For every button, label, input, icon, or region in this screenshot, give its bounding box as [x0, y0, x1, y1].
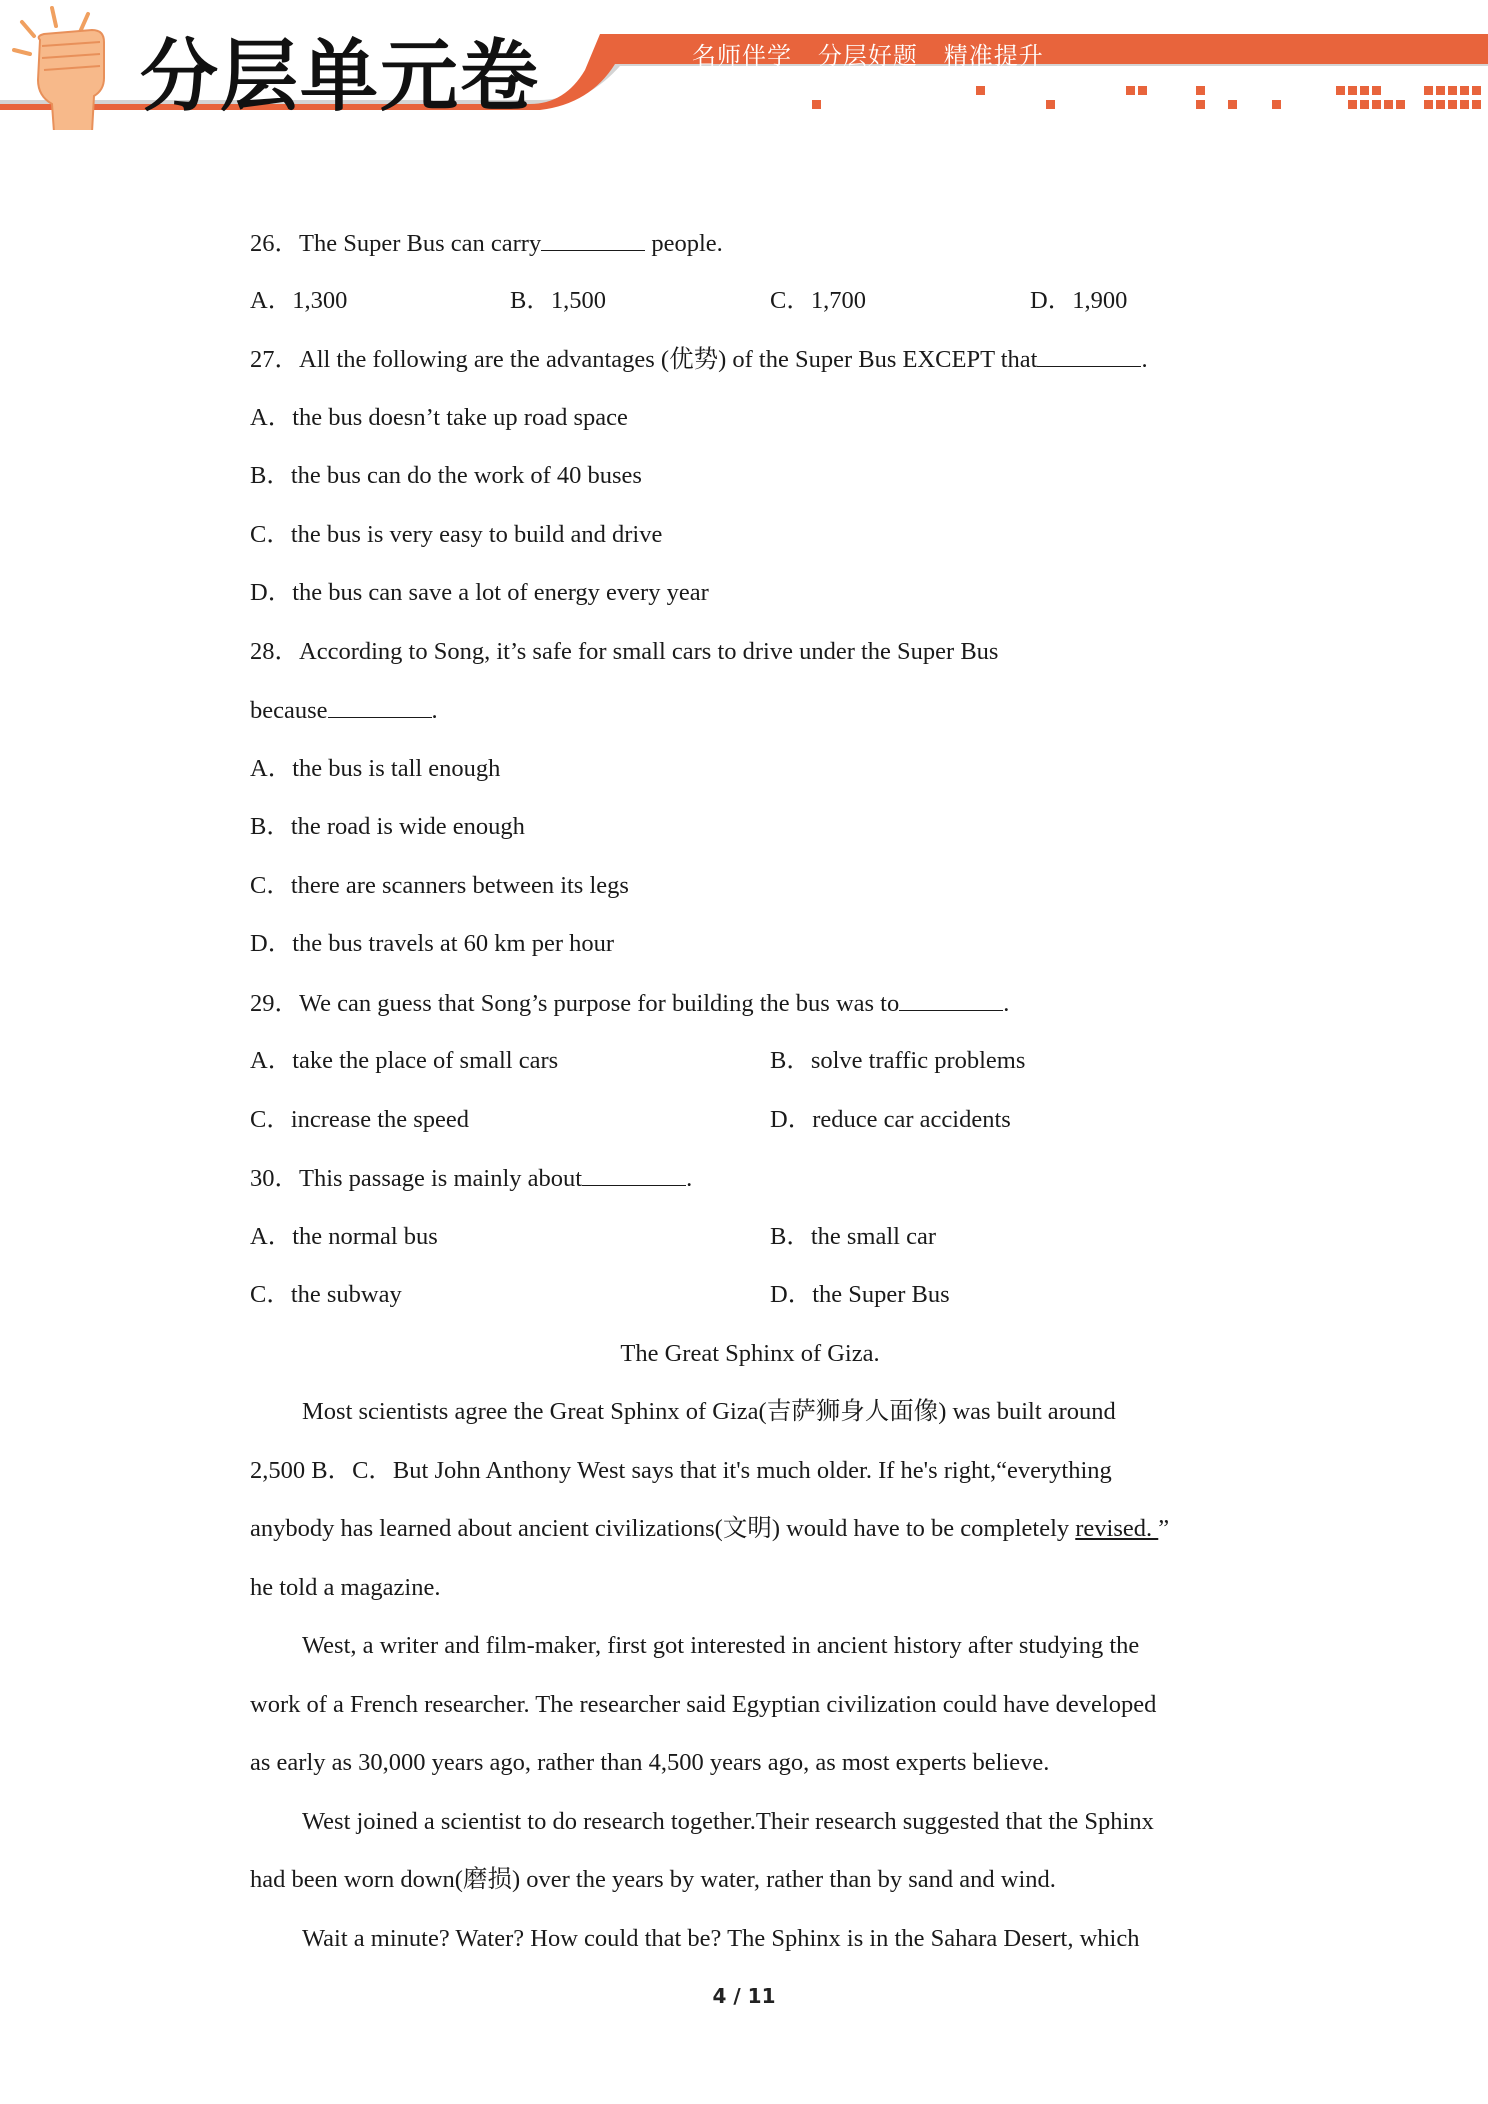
answer-blank	[1037, 344, 1141, 367]
q28-option-a: A．the bus is tall enough	[250, 755, 501, 782]
q29-option-a: A．take the place of small cars	[250, 1047, 559, 1074]
page-number: 4 / 11	[712, 1984, 776, 2008]
passage-line: he told a magazine.	[250, 1574, 441, 1601]
q26-option-d: D．1,900	[1030, 287, 1128, 314]
question-text-tail: .	[686, 1165, 693, 1192]
q29-option-d: D．reduce car accidents	[770, 1106, 1011, 1133]
question-text: This passage is mainly about	[299, 1165, 583, 1192]
header-title: 分层单元卷	[140, 32, 541, 122]
question-text-tail: people.	[645, 230, 723, 257]
passage-text: anybody has learned about ancient civilizations(文明) would have to be completely	[250, 1515, 1076, 1542]
question-text: We can guess that Song’s purpose for building the bus was to	[299, 990, 900, 1017]
passage-line: work of a French researcher. The researcher said Egyptian civilization could have developed	[250, 1691, 1157, 1718]
question-number: 28．	[250, 638, 299, 665]
passage-title: The Great Sphinx of Giza.	[620, 1340, 880, 1367]
q27-option-a: A．the bus doesn’t take up road space	[250, 404, 628, 431]
q27-option-c: C．the bus is very easy to build and drive	[250, 521, 663, 548]
q30-option-c: C．the subway	[250, 1281, 402, 1308]
q28-option-b: B．the road is wide enough	[250, 813, 525, 840]
closing-quote: ”	[1158, 1515, 1170, 1542]
question-text: because	[250, 697, 328, 724]
q29-option-c: C．increase the speed	[250, 1106, 470, 1133]
answer-blank	[541, 228, 645, 251]
q30-option-a: A．the normal bus	[250, 1223, 438, 1250]
passage-line: West joined a scientist to do research together.Their research suggested that the Sphinx	[302, 1808, 1154, 1835]
q26-option-c: C．1,700	[770, 287, 866, 314]
answer-blank	[582, 1163, 686, 1186]
question-number: 30．	[250, 1165, 299, 1192]
passage-line: as early as 30,000 years ago, rather than 4,500 years ago, as most experts believe.	[250, 1749, 1050, 1776]
question-text-tail: .	[1141, 346, 1148, 373]
passage-line: had been worn down(磨损) over the years by water, rather than by sand and wind.	[250, 1866, 1056, 1893]
question-28-stem-line2	[250, 695, 438, 726]
q26-option-a: A．1,300	[250, 287, 348, 314]
answer-blank	[899, 988, 1003, 1011]
underlined-word: revised.	[1075, 1515, 1159, 1542]
question-text-tail: .	[431, 697, 438, 724]
q26-option-b: B．1,500	[510, 287, 606, 314]
q28-option-c: C．there are scanners between its legs	[250, 872, 629, 899]
fist-icon	[14, 8, 104, 130]
passage-line: West, a writer and film-maker, first got interested in ancient history after studying the	[302, 1632, 1140, 1659]
question-text: The Super Bus can carry	[299, 230, 542, 257]
question-text: According to Song, it’s safe for small cars to drive under the Super Bus	[299, 638, 999, 665]
q27-option-b: B．the bus can do the work of 40 buses	[250, 462, 642, 489]
passage-line: Most scientists agree the Great Sphinx of Giza(吉萨狮身人面像) was built around	[302, 1398, 1116, 1425]
question-27-stem	[250, 344, 1148, 375]
passage-line: Wait a minute? Water? How could that be? The Sphinx is in the Sahara Desert, which	[302, 1925, 1140, 1952]
question-text-tail: .	[1003, 990, 1010, 1017]
header-banner	[0, 0, 1488, 130]
question-text: All the following are the advantages (优势) of the Super Bus EXCEPT that	[299, 346, 1038, 373]
q30-option-d: D．the Super Bus	[770, 1281, 950, 1308]
q30-option-b: B．the small car	[770, 1223, 937, 1250]
question-28-stem	[250, 637, 998, 667]
question-30-stem	[250, 1163, 692, 1194]
question-29-stem	[250, 988, 1009, 1019]
dot-pattern	[812, 86, 1481, 109]
passage-line	[250, 1514, 1169, 1544]
passage-line: 2,500 B．C．But John Anthony West says that it's much older. If he's right,“everything	[250, 1457, 1112, 1484]
question-26-stem	[250, 228, 723, 259]
q28-option-d: D．the bus travels at 60 km per hour	[250, 930, 615, 957]
header-slogan: 名师伴学 分层好题 精准提升	[692, 42, 1044, 70]
question-number: 27．	[250, 346, 299, 373]
q27-option-d: D．the bus can save a lot of energy every year	[250, 579, 709, 606]
q29-option-b: B．solve traffic problems	[770, 1047, 1026, 1074]
answer-blank	[328, 695, 432, 718]
question-number: 26．	[250, 230, 299, 257]
question-number: 29．	[250, 990, 299, 1017]
